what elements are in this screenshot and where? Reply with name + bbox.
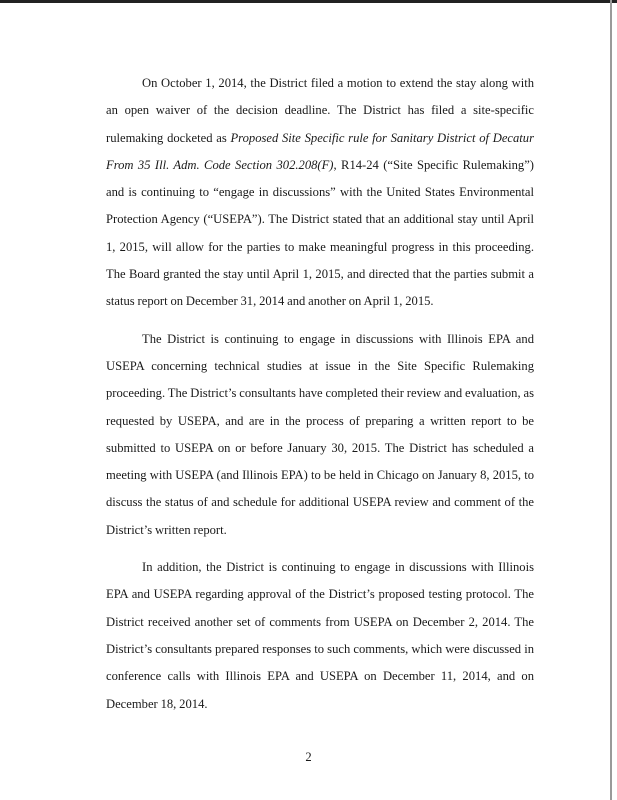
paragraph-technical-studies — [106, 326, 534, 544]
paragraph-testing-protocol — [106, 554, 534, 718]
paragraph-text: On October 1, 2014, the District filed a motion to extend the stay along with an open waiver of the decision deadline. The District has filed a site-specific rulemaking docketed as — [106, 76, 534, 145]
scan-right-border — [610, 0, 612, 800]
document-body — [106, 70, 534, 728]
scan-top-border — [0, 0, 617, 3]
paragraph-text: The District is continuing to engage in discussions with Illinois EPA and USEPA concerning technical studies at issue in the Site Specific Rulemaking proceeding. The District’s consultants have completed their review and evaluation, as requested by USEPA, and are in the process of preparing a written report to be submitted to USEPA on or before January 30, 2015. The District has scheduled a meeting with USEPA (and Illinois EPA) to be held in Chicago on January 8, 2015, to discuss the status of and schedule for additional USEPA review and comment of the District’s written report. — [106, 331, 534, 537]
rulemaking-title: Proposed Site Specific rule for Sanitary District of Decatur From 35 Ill. Adm. Code Section 302.208(F) — [106, 130, 534, 172]
paragraph-stay-motion — [106, 70, 534, 316]
paragraph-text: , R14-24 (“Site Specific Rulemaking”) and is continuing to “engage in discussions” with the United States Environmental Protection Agency (“USEPA”). The District stated that an additional stay until April 1, 2015, will allow for the parties to make meaningful progress in this proceeding. The Board granted the stay until April 1, 2015, and directed that the parties submit a status report on December 31, 2014 and another on April 1, 2015. — [106, 157, 534, 309]
paragraph-text: In addition, the District is continuing to engage in discussions with Illinois EPA and USEPA regarding approval of the District’s proposed testing protocol. The District received another set of comments from USEPA on December 2, 2014. The District’s consultants prepared responses to such comments, which were discussed in conference calls with Illinois EPA and USEPA on December 11, 2014, and on December 18, 2014. — [106, 560, 534, 711]
page-number: 2 — [305, 750, 312, 764]
